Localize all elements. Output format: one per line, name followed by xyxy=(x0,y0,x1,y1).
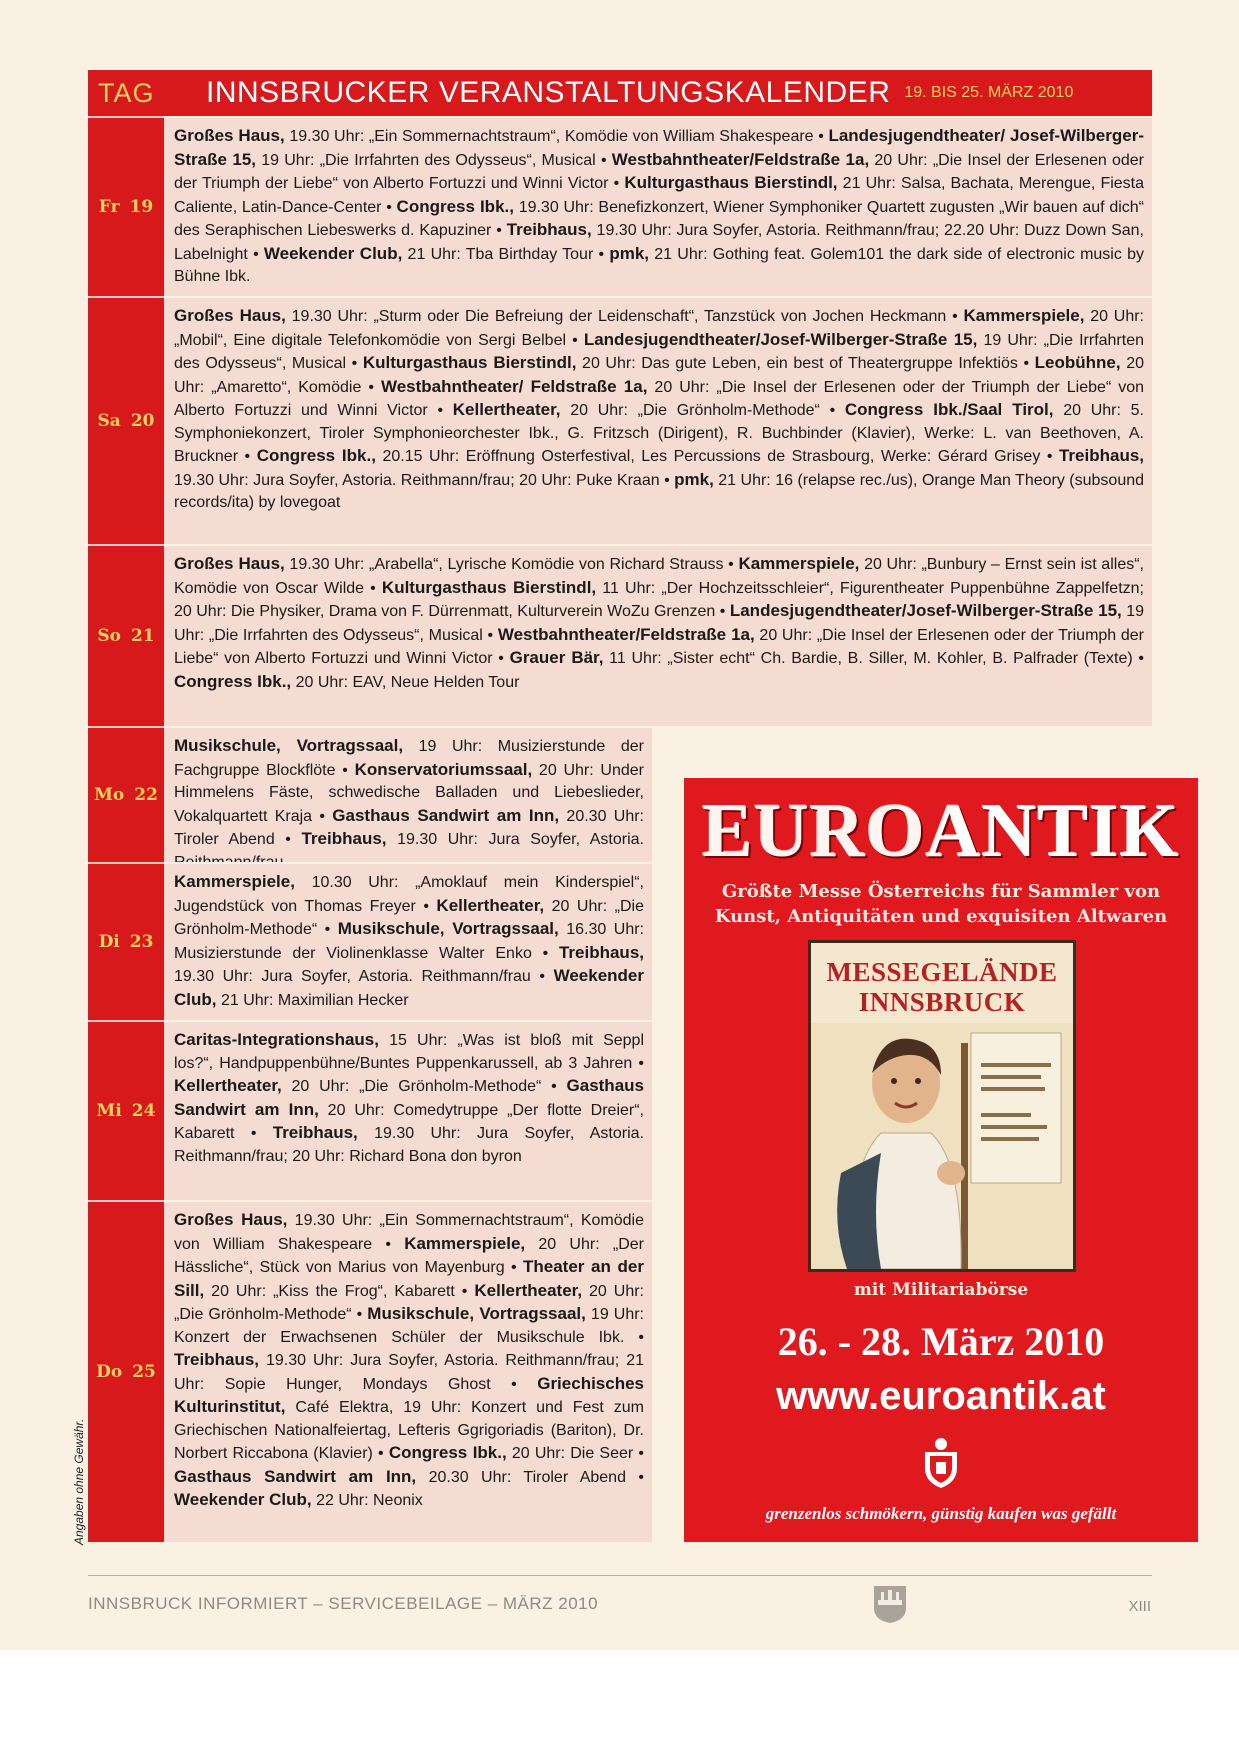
venue-name: Weekender Club, xyxy=(174,1490,312,1509)
day-events xyxy=(164,1020,652,1200)
venue-name: Kellertheater, xyxy=(474,1280,583,1300)
ad-poster-image xyxy=(808,940,1076,1272)
venue-name: Congress Ibk., xyxy=(256,446,376,465)
event-details: 19 Uhr: „Die Irrfahrten des Odysseus“, Musical • xyxy=(174,331,1145,372)
venue-name: Kammerspiele, xyxy=(174,872,295,891)
venue-name: Großes Haus, xyxy=(174,554,285,573)
event-details: 21 Uhr: Tba Birthday Tour • xyxy=(402,245,610,263)
day-label: Sa 20 xyxy=(88,296,164,544)
event-details: 19.30 Uhr: „Ein Sommernachtstraum“, Komödie von William Shakespeare • xyxy=(174,1212,644,1253)
venue-name: Congress Ibk./Saal Tirol, xyxy=(844,400,1054,419)
day-column-label: TAG xyxy=(98,77,155,108)
event-details: 19.30 Uhr: Jura Soyfer, Astoria. xyxy=(397,831,644,848)
event-details: 20 Uhr: „Die Grönholm-Methode“ • xyxy=(174,897,644,938)
venue-name: Großes Haus, xyxy=(174,306,286,325)
venue-name: Treibhaus, xyxy=(1058,446,1145,465)
venue-name: Landesjugendtheater/ Josef-Wilberger-Straße 15, xyxy=(174,126,1144,169)
event-details: 20.15 Uhr: Eröffnung Osterfestival, Les Percussions de Strasbourg, Werke: Gérard Grisey • xyxy=(375,448,1059,465)
venue-name: Großes Haus, xyxy=(174,126,285,145)
day-label: Di 23 xyxy=(88,862,164,1020)
day-row-sa xyxy=(88,296,1152,544)
event-details: 20 Uhr: „Die Insel der Erlesenen oder der Triumph der Liebe“ von Alberto Fortuzzi und Winni Victor • xyxy=(174,378,1145,419)
ad-website-link[interactable]: www.euroantik.at xyxy=(776,1374,1106,1418)
venue-name: Griechisches Kulturinstitut, xyxy=(174,1373,644,1416)
venue-name: Congress Ibk., xyxy=(396,196,514,216)
event-details: 20 Uhr: EAV, Neue Helden Tour xyxy=(291,673,520,691)
event-details: 20 Uhr: „Mobil“, Eine digitale Telefonkomödie von Sergi Belbel • xyxy=(174,308,1144,349)
calendar-date-range: 19. BIS 25. MÄRZ 2010 xyxy=(904,84,1074,101)
venue-name: Treibhaus, xyxy=(301,829,387,848)
event-details: 20 Uhr: „Kiss the Frog“, Kabarett • xyxy=(204,1282,475,1300)
event-details: 10.30 Uhr: „Amoklauf mein Kinderspiel“, Jugendstück von Thomas Freyer • xyxy=(174,874,644,915)
event-details: 16.30 Uhr: Musizierstunde der Violinenklasse Walter Enko • xyxy=(174,921,644,962)
venue-name: Musikschule, Vortragssaal, xyxy=(174,736,404,755)
venue-name: Kellertheater, xyxy=(174,1076,282,1095)
day-label: Mo 22 xyxy=(88,726,164,862)
footer-divider xyxy=(88,1575,1152,1576)
event-details: 19 Uhr: Konzert der Erwachsenen Schüler der Musikschule Ibk. • xyxy=(174,1306,645,1346)
venue-name: Musikschule, Vortragssaal, xyxy=(337,919,559,938)
footer-publication-title: INNSBRUCK INFORMIERT – SERVICEBEILAGE – MÄRZ 2010 xyxy=(88,1594,599,1613)
day-events xyxy=(164,116,1152,296)
venue-name: Westbahntheater/ Feldstraße 1a, xyxy=(380,376,648,396)
day-row-fr xyxy=(88,116,1152,296)
venue-name: Caritas-Integrationshaus, xyxy=(174,1030,379,1049)
event-details: 19.30 Uhr: „Arabella“, Lyrische Komödie von Richard Strauss • xyxy=(284,556,739,573)
day-label: Mi 24 xyxy=(88,1020,164,1200)
event-details: 19 Uhr: Musizierstunde der Fachgruppe Blockflöte • xyxy=(174,738,645,779)
venue-name: Grauer Bär, xyxy=(509,648,604,667)
event-details: 20 Uhr: „Amaretto“, Komödie • xyxy=(174,355,1144,396)
euroantik-advertisement xyxy=(684,778,1198,1542)
venue-name: Kammerspiele, xyxy=(404,1233,526,1253)
venue-name: Treibhaus, xyxy=(272,1123,358,1142)
day-label: So 21 xyxy=(88,544,164,726)
event-details: 20 Uhr: „Die Grönholm-Methode“ • xyxy=(281,1078,567,1095)
venue-name: Landesjugendtheater/Josef-Wilberger-Straße 15, xyxy=(729,601,1122,620)
event-details: 19.30 Uhr: Jura Soyfer, Astoria. Reithmann/frau; 21 Uhr: Sopie Hunger, Mondays Ghost • xyxy=(174,1352,644,1393)
event-details: 21 Uhr: Salsa, Bachata, Merengue, Fiesta Caliente, Latin-Dance-Center • xyxy=(174,175,1145,216)
event-details: 19.30 Uhr: Jura Soyfer, Astoria. Reithmann/frau; 22.20 Uhr: Duzz Down San, Labelnight • xyxy=(174,222,1144,263)
event-details: 19 Uhr: „Die Irrfahrten des Odysseus“, Musical • xyxy=(174,603,1145,644)
event-details: 20 Uhr: „Bunbury – Ernst sein ist alles“, Komödie von Oscar Wilde • xyxy=(174,556,1144,597)
event-details: 19.30 Uhr: „Ein Sommernachtstraum“, Komödie von William Shakespeare • xyxy=(284,128,829,145)
event-details: 11 Uhr: „Der Hochzeitsschleier“, Figurentheater Puppenbühne Zappelfetzn; 20 Uhr: Die Physiker, Drama von F. Dürrenmatt, Kulturverein WoZu Grenzen • xyxy=(174,579,1144,620)
event-details: 19.30 Uhr: Jura Soyfer, Astoria. Reithmann/frau; 20 Uhr: Richard Bona don byron xyxy=(174,1125,644,1165)
page-number: XIII xyxy=(1128,1598,1151,1615)
day-row-so xyxy=(88,544,1152,726)
day-events xyxy=(164,862,652,1020)
venue-name: Kammerspiele, xyxy=(738,554,860,573)
venue-name: Konservatoriumssaal, xyxy=(354,759,533,779)
event-details: 20 Uhr: Under Himmelens Fäste, schwedische Balladen und Liebeslieder, Vokalquartett Kraja • xyxy=(174,761,645,825)
venue-name: Gasthaus Sandwirt am Inn, xyxy=(174,1466,417,1486)
venue-name: Kulturgasthaus Bierstindl, xyxy=(624,173,838,192)
event-details: 20 Uhr: Die Seer • xyxy=(506,1445,645,1462)
calendar-title: INNSBRUCKER VERANSTALTUNGSKALENDER xyxy=(206,76,891,109)
ad-slogan: grenzenlos schmökern, günstig kaufen was gefällt xyxy=(765,1504,1117,1523)
venue-name: Theater an der Sill, xyxy=(174,1257,644,1300)
venue-name: Musikschule, Vortragssaal, xyxy=(367,1304,586,1323)
ad-brand-logo: EUROANTIK xyxy=(702,789,1180,873)
event-details: 20.30 Uhr: Tiroler Abend • xyxy=(416,1468,644,1486)
venue-name: Treibhaus, xyxy=(506,220,592,239)
venue-name: Leobühne, xyxy=(1034,353,1121,372)
event-details: 20 Uhr: Das gute Leben, ein best of Theatergruppe Infektiös • xyxy=(576,355,1035,372)
disclaimer-note: Angaben ohne Gewähr. xyxy=(72,1418,86,1545)
event-details: 19.30 Uhr: Benefizkonzert, Wiener Symphoniker Quartett zugusten „Wir bauen auf dich“ des Seraphischen Liebeswerks d. Kapuziner • xyxy=(174,198,1144,239)
event-details: 20 Uhr: „Die Insel der Erlesenen oder der Triumph der Liebe“ von Alberto Fortuzzi und Winni Victor • xyxy=(174,151,1144,192)
venue-name: Großes Haus, xyxy=(174,1210,288,1229)
venue-name: Congress Ibk., xyxy=(174,671,292,691)
day-label: Fr 19 xyxy=(88,116,164,296)
event-details: 20 Uhr: „Die Insel der Erlesenen oder der Triumph der Liebe“ von Alberto Fortuzzi und Winni Victor • xyxy=(174,626,1145,667)
day-label: Do 25 xyxy=(88,1200,164,1542)
event-details: 19 Uhr: „Die Irrfahrten des Odysseus“, Musical • xyxy=(256,151,612,169)
venue-name: Landesjugendtheater/Josef-Wilberger-Straße 15, xyxy=(583,329,978,349)
venue-name: Kellertheater, xyxy=(452,400,561,419)
event-details: 21 Uhr: Gothing feat. Golem101 the dark side of electronic music by Bühne Ibk. xyxy=(174,245,1144,285)
day-events xyxy=(164,544,1152,726)
event-details: 22 Uhr: Neonix xyxy=(311,1492,423,1509)
event-details: 19.30 Uhr: „Sturm oder Die Befreiung der Leidenschaft“, Tanzstück von Jochen Heckmann • xyxy=(285,308,964,325)
ad-subline: mit Militariabörse xyxy=(853,1280,1029,1300)
venue-name: Gasthaus Sandwirt am Inn, xyxy=(332,805,560,825)
event-details: 20.30 Uhr: Tiroler Abend • xyxy=(174,807,644,848)
poster-title: MESSEGELÄNDE INNSBRUCK xyxy=(826,957,1058,1017)
city-crest-icon xyxy=(872,1584,908,1624)
event-details: 20 Uhr: „Die Grönholm-Methode“ • xyxy=(174,1282,645,1323)
venue-name: Kulturgasthaus Bierstindl, xyxy=(381,577,597,597)
venue-name: Kellertheater, xyxy=(436,895,545,915)
venue-name: Westbahntheater/Feldstraße 1a, xyxy=(611,149,870,169)
venue-name: pmk, xyxy=(674,469,714,489)
day-events xyxy=(164,296,1152,544)
ad-event-dates: 26. - 28. März 2010 xyxy=(777,1319,1105,1364)
event-details: 21 Uhr: 16 (relapse rec./us), Orange Man Theory (subsound records/ita) by lovegoat xyxy=(174,471,1145,511)
venue-name: Westbahntheater/Feldstraße 1a, xyxy=(497,624,755,644)
venue-name: Gasthaus Sandwirt am Inn, xyxy=(174,1076,644,1119)
event-details: 20 Uhr: 5. Symphoniekonzert, Tiroler Symphonieorchester Ibk., G. Fritzsch (Dirigent), R. Buchbinder (Klavier), Werke: L. van Beethoven, A. Bruckner • xyxy=(174,402,1144,465)
calendar-header xyxy=(88,70,1152,116)
venue-name: Treibhaus, xyxy=(174,1350,260,1369)
event-details: 20 Uhr: „Der Hässliche“, Stück von Marius von Mayenburg • xyxy=(174,1235,645,1276)
ad-tagline: Größte Messe Österreichs für Sammler von Kunst, Antiquitäten und exquisiten Altwaren xyxy=(714,881,1168,927)
event-details: 21 Uhr: Maximilian Hecker xyxy=(216,991,409,1009)
day-events xyxy=(164,1200,652,1542)
event-details: Café Elektra, 19 Uhr: Konzert und Fest zum Griechischen Nationalfeiertag, Lefteris Ggrigoriadis (Bariton), Dr. Norbert Riccabona (Klavier) • xyxy=(174,1399,644,1462)
page-margin-bottom xyxy=(0,1650,1239,1754)
venue-name: Kammerspiele, xyxy=(963,306,1085,325)
venue-name: Weekender Club, xyxy=(174,966,644,1009)
venue-name: Treibhaus, xyxy=(558,942,644,962)
venue-name: Kulturgasthaus Bierstindl, xyxy=(362,353,577,372)
venue-name: Congress Ibk., xyxy=(388,1443,507,1462)
day-events xyxy=(164,726,652,862)
event-details: 19.30 Uhr: Jura Soyfer, Astoria. Reithmann/frau • xyxy=(174,968,554,985)
event-details: 19.30 Uhr: Jura Soyfer, Astoria. Reithmann/frau; 20 Uhr: Puke Kraan • xyxy=(174,471,675,489)
event-details: 20 Uhr: Comedytruppe „Der flotte Dreier“, Kabarett • xyxy=(174,1101,644,1142)
venue-name: Weekender Club, xyxy=(263,243,403,263)
event-details: 15 Uhr: „Was ist bloß mit Seppl los?“, Handpuppenbühne/Buntes Puppenkarussell, ab 3 Jahren • xyxy=(174,1032,644,1072)
event-details: 20 Uhr: „Die Grönholm-Methode“ • xyxy=(560,402,845,419)
venue-name: pmk, xyxy=(609,243,650,263)
poster-boy-illustration xyxy=(811,1023,1073,1269)
crest-icon xyxy=(919,1434,963,1490)
event-details: 11 Uhr: „Sister echt“ Ch. Bardie, B. Siller, M. Kohler, B. Palfrader (Texte) • xyxy=(603,650,1145,667)
